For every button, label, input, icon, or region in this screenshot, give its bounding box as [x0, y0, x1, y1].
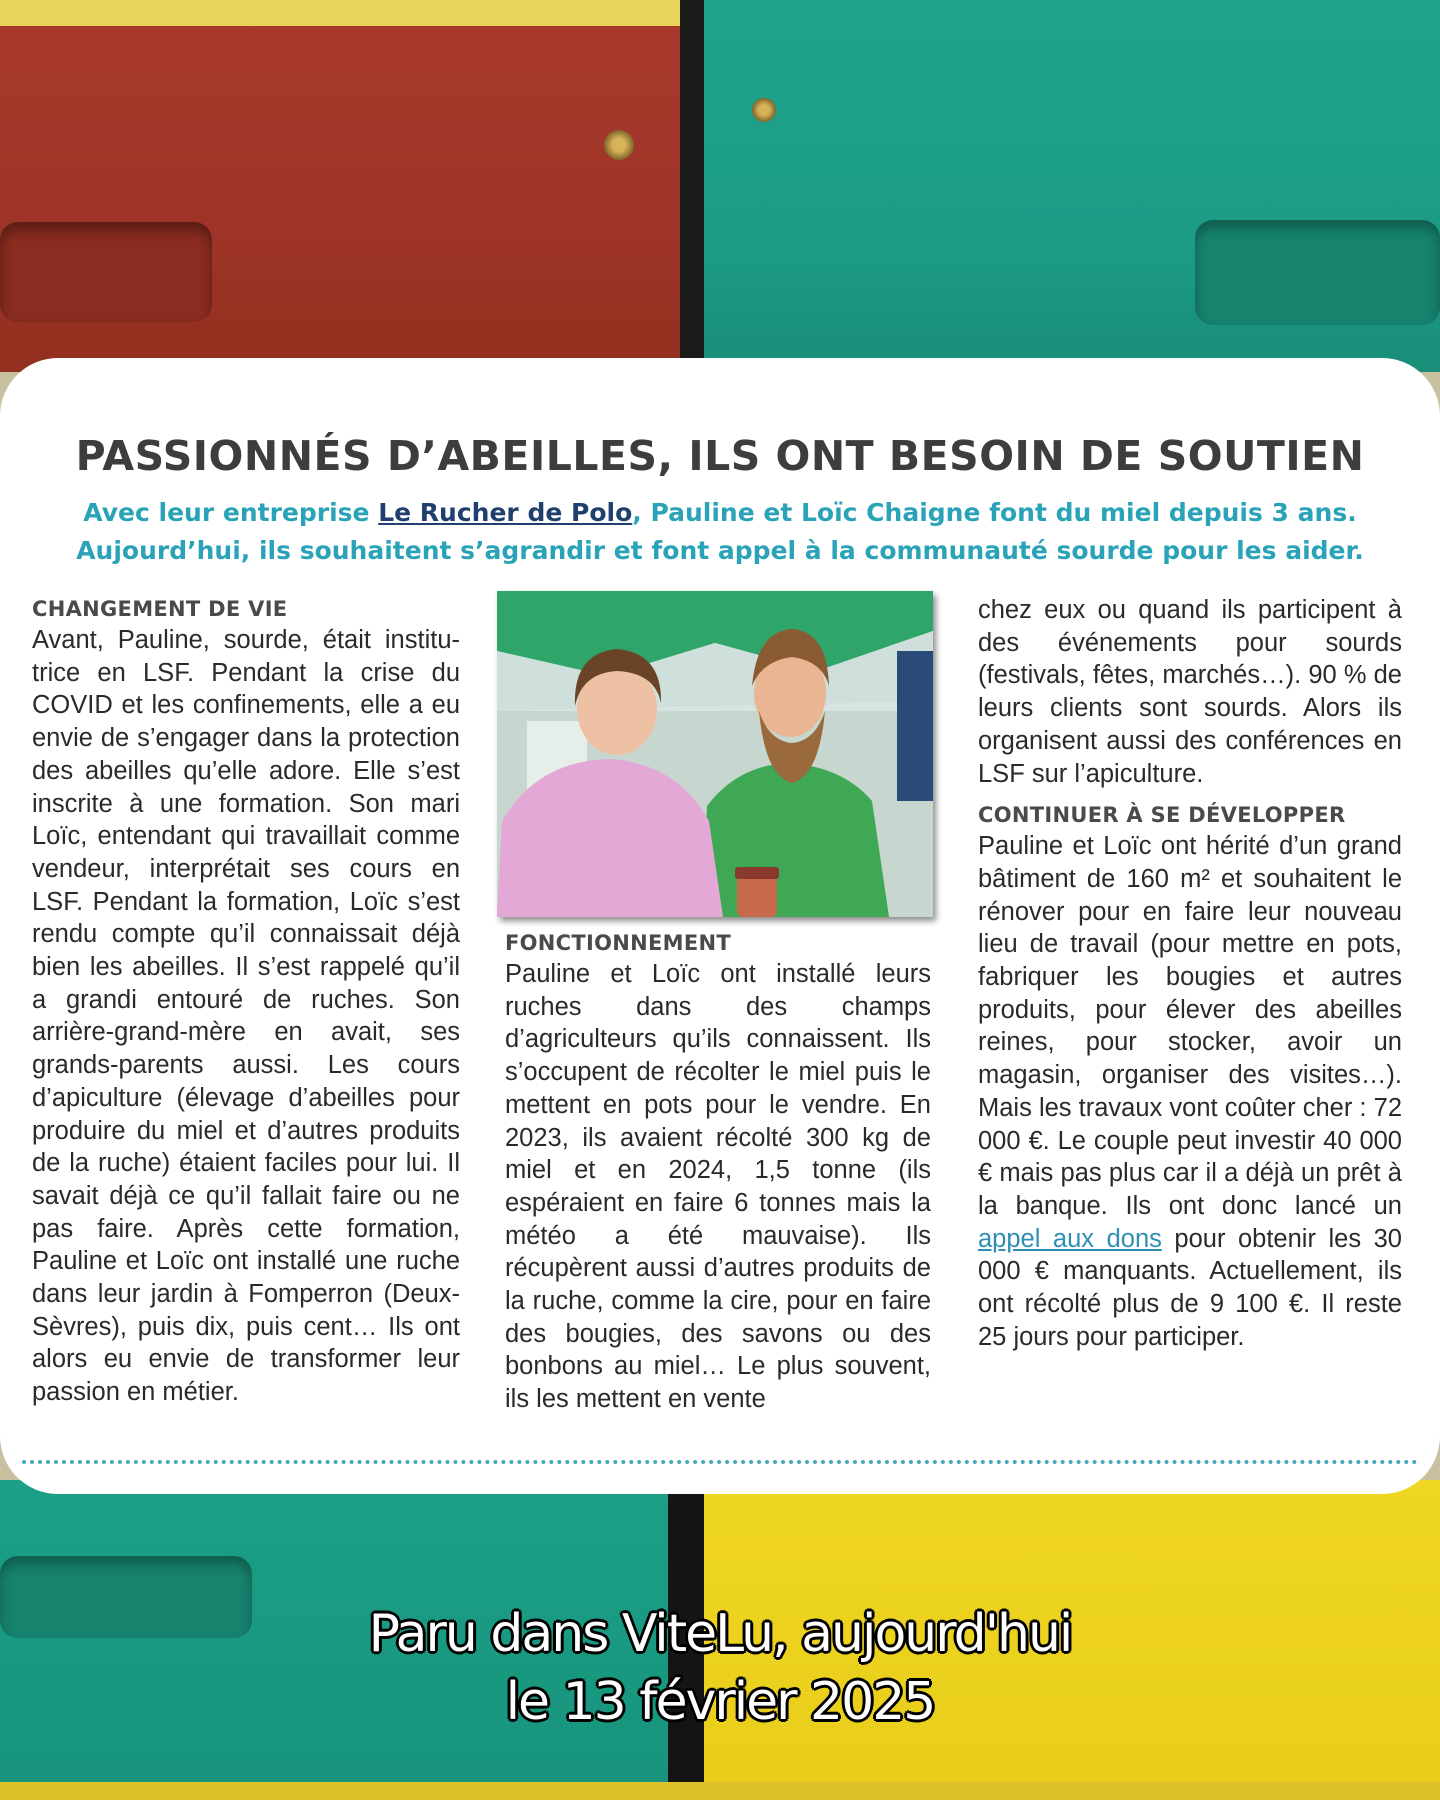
- section-text: Pauline et Loïc ont hérité d’un grand bâtiment de 160 m² et souhaitent le rénover pour en faire leur nouveau lieu de travail (pour mettre en pots, fabriquer les bougies et autres produits, pour élever des abeilles reines, pour stocker, avoir un magasin, organiser des visites…). Mais les travaux vont coûter cher : 72 000 €. Le couple peut investir 40 000 € mais pas plus car il a déjà un prêt à la banque. Ils ont donc lancé un: [978, 832, 1402, 1220]
- section-body: Avant, Pauline, sourde, était institutrice en LSF. Pendant la crise du COVID et les confinements, elle a eu envie de s’engager dans la protection des abeilles qu’elle adore. Elle s’est inscrite à une formation. Son mari Loïc, entendant qui travaillait comme vendeur, interprétait ses cours en LSF. Pendant la formation, Loïc s’est rendu compte qu’il connaissait déjà bien les abeilles. Il s’est rappelé qu’il a grandi entouré de ruches. Son arrière-grand-mère en avait, ses grands-parents aussi. Les cours d’apiculture (élevage d’abeilles pour produire du miel et d’autres produits de la ruche) étaient faciles pour lui. Il savait déjà ce qu’il fallait faire ou ne pas faire. Après cette formation, Pauline et Loïc ont installé une ruche dans leur jardin à Fomperron (Deux-Sèvres), puis dix, puis cent… Ils ont alors eu envie de transformer leur passion en métier.: [32, 626, 460, 1407]
- section-body: chez eux ou quand ils participent à des événements pour sourds (festivals, fêtes, marchés…). 90 % de leurs clients sont sourds. Alors ils organisent aussi des conférences en LSF sur l’apiculture.: [978, 596, 1402, 788]
- subtitle-text: Avec leur entreprise: [83, 498, 379, 527]
- red-hive-box: [0, 0, 692, 372]
- donation-link[interactable]: appel aux dons: [978, 1224, 1162, 1253]
- caption-line2: le 13 février 2025: [505, 1672, 935, 1732]
- article-subtitle-line1: [0, 498, 1440, 527]
- couple-photo: [497, 591, 933, 917]
- yellow-hive-edge: [0, 0, 692, 26]
- photo-illustration: [497, 591, 933, 917]
- article-card: [0, 358, 1440, 1494]
- article-column-2: [505, 928, 931, 1416]
- hive-handle: [0, 222, 212, 322]
- section-heading: CHANGEMENT DE VIE: [32, 597, 288, 621]
- subtitle-text: , Pauline et Loïc Chaigne font du miel depuis 3 ans.: [632, 498, 1357, 527]
- dotted-divider: [22, 1460, 1418, 1464]
- yellow-hive-edge-bottom: [0, 1782, 1440, 1800]
- section-text: pour obtenir les 30 000 € manquants. Actuellement, ils ont récolté plus de 9 100 €. Il reste 25 jours pour participer.: [978, 1224, 1402, 1351]
- section-body: [978, 830, 1402, 1353]
- article-column-3: [978, 594, 1402, 1353]
- caption-line1: Paru dans ViteLu, aujourd'hui: [368, 1604, 1072, 1664]
- section-body: Pauline et Loïc ont installé leurs ruches dans des champs d’agriculteurs qu’ils connaissent. Ils s’occupent de récolter le miel puis le mettent en pots pour le vendre. En 2023, ils avaient récolté 300 kg de miel et en 2024, 1,5 tonne (ils espéraient en faire 6 tonnes mais la météo a été mauvaise). Ils récupèrent aussi d’autres produits de la ruche, comme la cire, pour en faire des bougies, des savons ou des bonbons au miel… Le plus souvent, ils les mettent en vente: [505, 960, 931, 1414]
- article-column-1: [32, 594, 460, 1409]
- article-headline: PASSIONNÉS D’ABEILLES, ILS ONT BESOIN DE SOUTIEN: [75, 432, 1365, 480]
- hive-gap: [680, 0, 704, 372]
- hive-handle: [1195, 220, 1440, 325]
- green-hive-box: [700, 0, 1440, 372]
- rucher-de-polo-link[interactable]: Le Rucher de Polo: [378, 498, 633, 527]
- section-heading: CONTINUER À SE DÉVELOPPER: [978, 803, 1346, 828]
- section-heading: FONCTIONNEMENT: [505, 931, 732, 955]
- screw: [604, 130, 634, 160]
- screw: [752, 98, 776, 122]
- article-subtitle-line2: Aujourd’hui, ils souhaitent s’agrandir et font appel à la communauté sourde pour les aider.: [76, 536, 1364, 565]
